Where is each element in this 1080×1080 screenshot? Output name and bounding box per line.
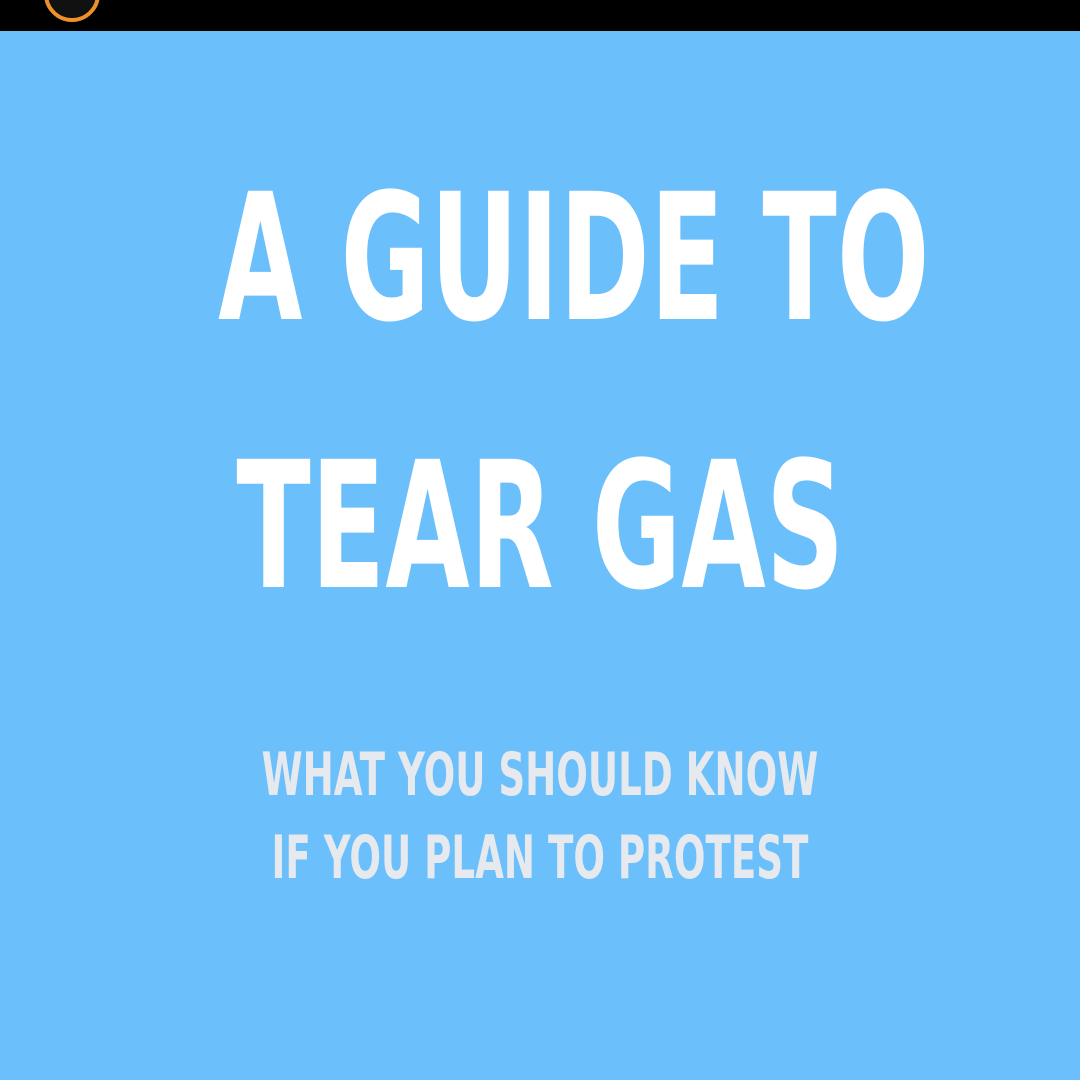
story-top-bar (0, 0, 1080, 31)
profile-avatar-icon[interactable] (44, 0, 100, 22)
headline-line-2-text: TEAR GAS (235, 424, 845, 629)
subtitle-line-2-text: IF YOU PLAN TO PROTEST (271, 823, 809, 893)
guide-cover-panel (0, 31, 1080, 1080)
headline-line-2 (0, 424, 1080, 629)
headline-line-1-text: A GUIDE TO (218, 156, 930, 361)
subtitle-line-1 (0, 740, 1080, 810)
subtitle-line-1-text: WHAT YOU SHOULD KNOW (261, 740, 819, 810)
headline-line-1 (0, 156, 1080, 361)
subtitle-line-2 (0, 823, 1080, 893)
